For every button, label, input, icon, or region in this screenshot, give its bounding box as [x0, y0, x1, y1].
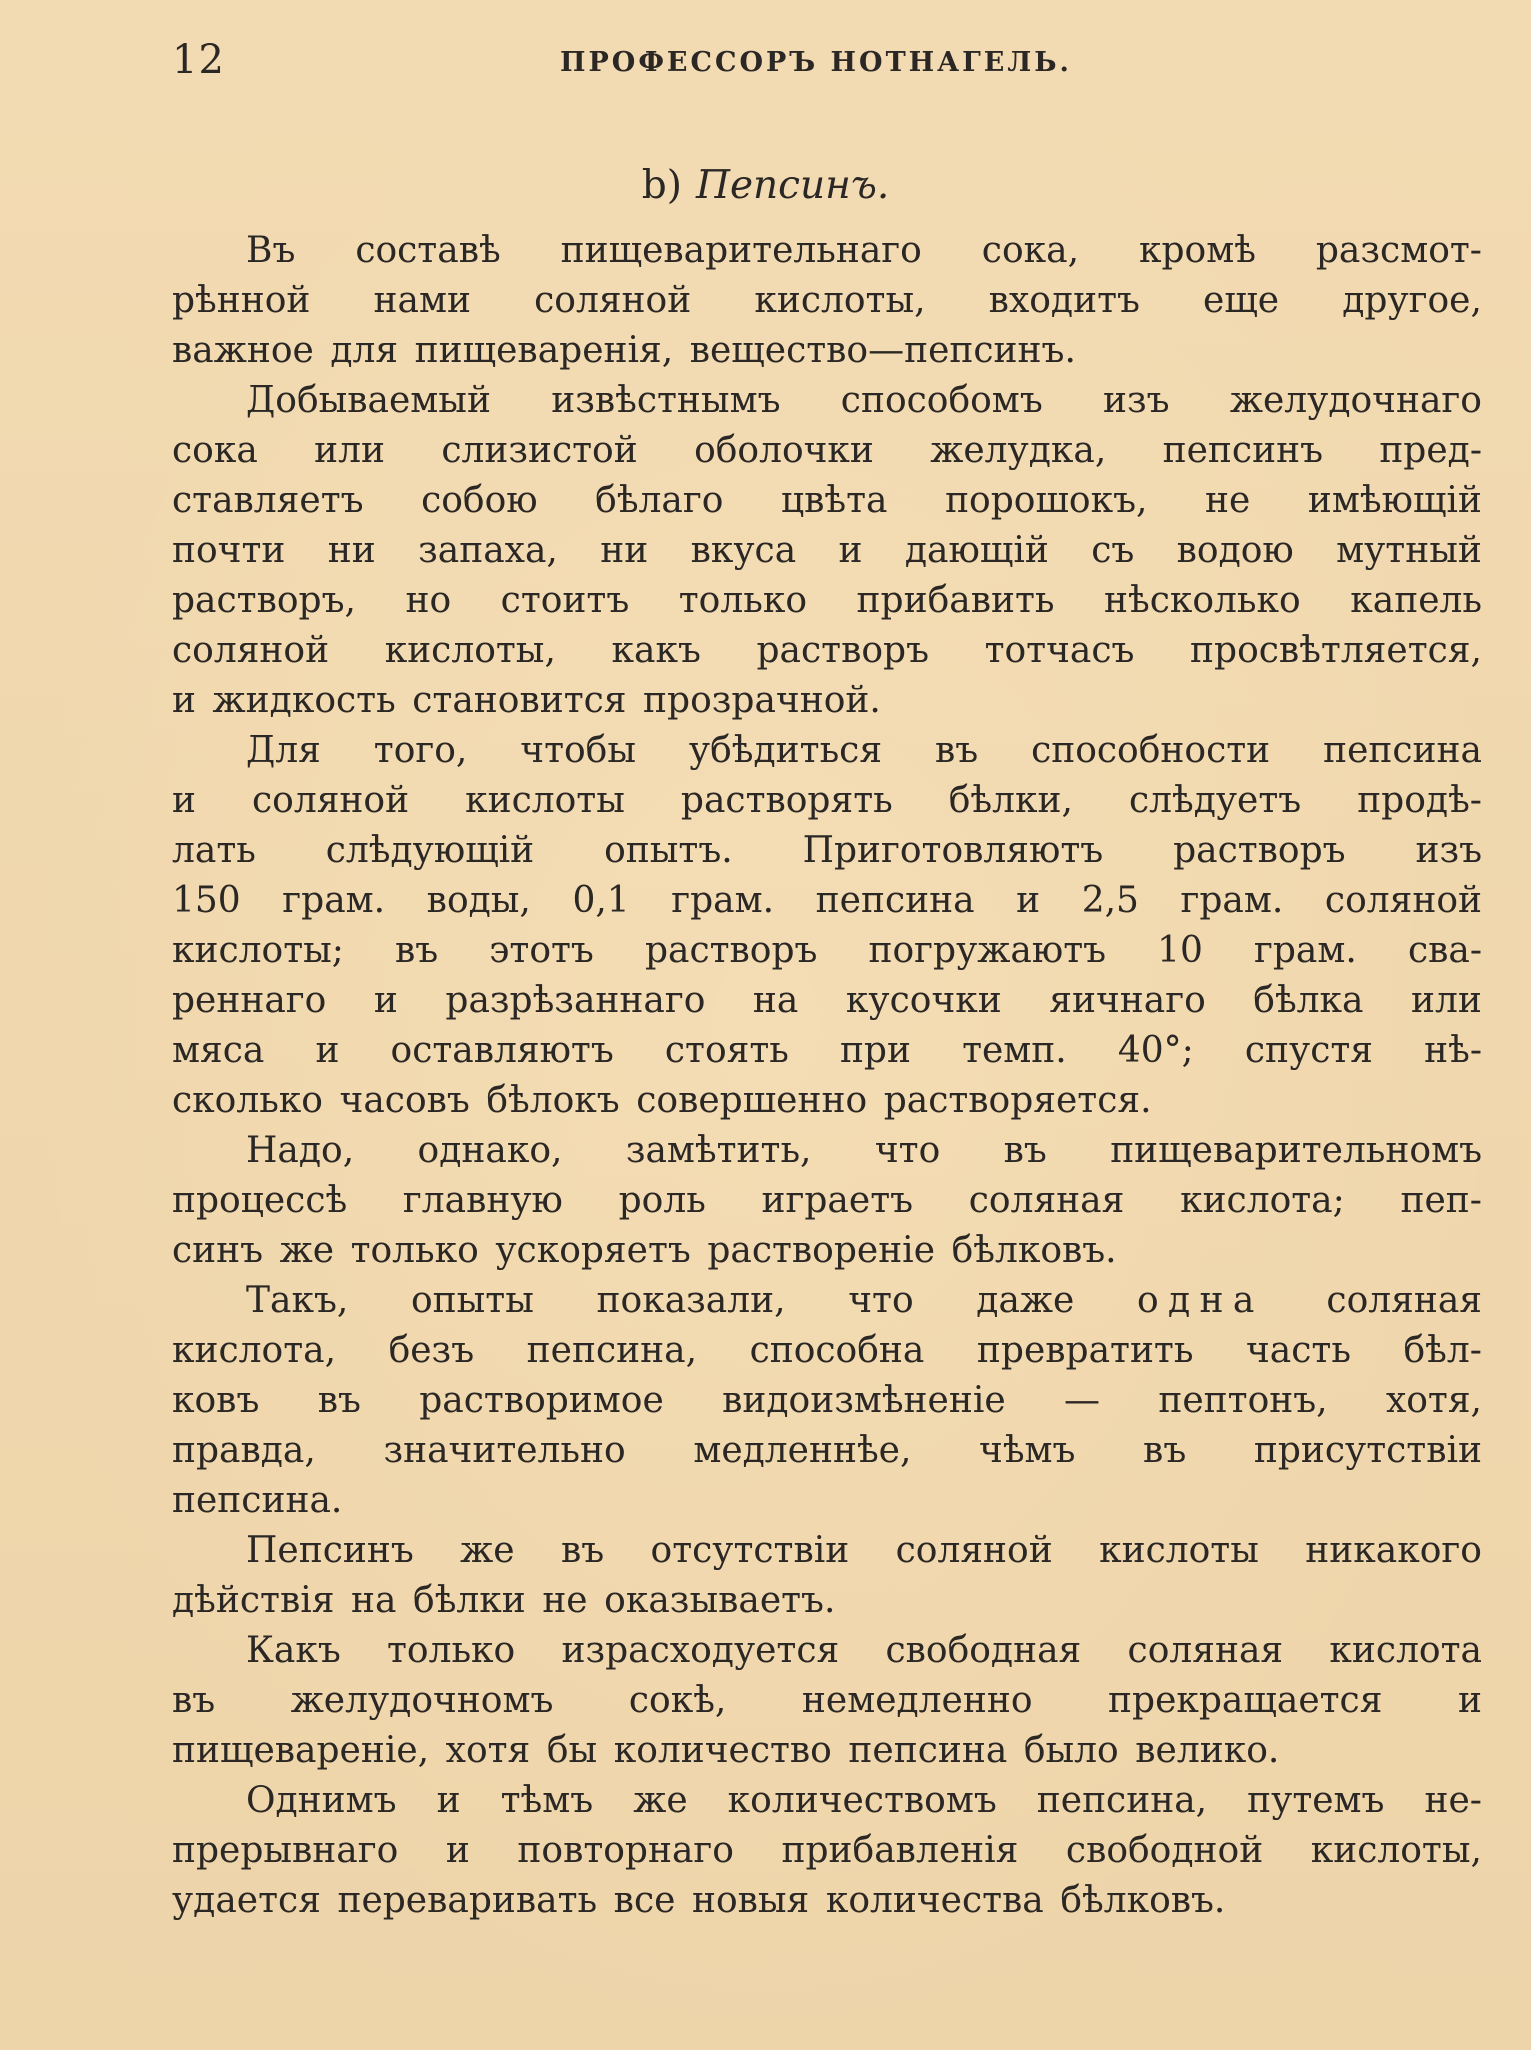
paragraph	[172, 1276, 1482, 1526]
text-line: процессѣ главную роль играетъ соляная кислота; пеп-	[172, 1180, 1482, 1221]
paragraph	[172, 1126, 1482, 1276]
paragraph	[172, 376, 1482, 726]
text-line: 150 грам. воды, 0,1 грам. пепсина и 2,5 грам. соляной	[172, 880, 1482, 921]
running-head	[172, 30, 1482, 90]
paragraph	[172, 226, 1482, 376]
text-line: въ желудочномъ сокѣ, немедленно прекращается и	[172, 1680, 1482, 1721]
text-line: реннаго и разрѣзаннаго на кусочки яичнаго бѣлка или	[172, 980, 1482, 1021]
text-line: растворъ, но стоитъ только прибавить нѣсколько капель	[172, 580, 1482, 621]
text-line: Надо, однако, замѣтить, что въ пищеварительномъ	[246, 1130, 1482, 1171]
text-line: Пепсинъ же въ отсутствіи соляной кислоты никакого	[246, 1530, 1482, 1571]
text-line: Въ составѣ пищеварительнаго сока, кромѣ разсмот-	[246, 230, 1482, 271]
text-line: Однимъ и тѣмъ же количествомъ пепсина, путемъ не-	[246, 1780, 1482, 1821]
paragraph	[172, 1626, 1482, 1776]
text-line: удается переваривать все новыя количества бѣлковъ.	[172, 1880, 1226, 1921]
page-number: 12	[172, 37, 225, 83]
text-line: правда, значительно медленнѣе, чѣмъ въ присутствіи	[172, 1430, 1482, 1471]
text-line: прерывнаго и повторнаго прибавленія свободной кислоты,	[172, 1830, 1482, 1871]
paragraph	[172, 1526, 1482, 1626]
text-line: дѣйствія на бѣлки не оказываетъ.	[172, 1580, 836, 1621]
text-line: сока или слизистой оболочки желудка, пепсинъ пред-	[172, 430, 1482, 471]
section-marker: b)	[641, 163, 682, 208]
text-line: лать слѣдующій опытъ. Приготовляютъ растворъ изъ	[172, 830, 1482, 871]
paragraph	[172, 726, 1482, 1126]
text-line: Добываемый извѣстнымъ способомъ изъ желудочнаго	[246, 380, 1482, 421]
body-text	[172, 226, 1482, 1926]
text-line: рѣнной нами соляной кислоты, входитъ еще другое,	[172, 280, 1482, 321]
text-line: мяса и оставляютъ стоять при темп. 40°; спустя нѣ-	[172, 1030, 1482, 1071]
text-line: Такъ, опыты показали, что даже одна соляная	[246, 1280, 1482, 1321]
text-line: Для того, чтобы убѣдиться въ способности пепсина	[246, 730, 1482, 771]
paragraph	[172, 1776, 1482, 1926]
text-line: кислоты; въ этотъ растворъ погружаютъ 10 грам. сва-	[172, 930, 1482, 971]
text-line: и соляной кислоты растворять бѣлки, слѣдуетъ продѣ-	[172, 780, 1482, 821]
text-line: важное для пищеваренія, вещество—пепсинъ.	[172, 330, 1076, 371]
text-line: кислота, безъ пепсина, способна превратить часть бѣл-	[172, 1330, 1482, 1371]
text-line: ковъ въ растворимое видоизмѣненіе — пептонъ, хотя,	[172, 1380, 1482, 1421]
text-line: пищевареніе, хотя бы количество пепсина было велико.	[172, 1730, 1280, 1771]
section-heading	[0, 158, 1531, 214]
text-line: пепсина.	[172, 1480, 343, 1521]
text-line: почти ни запаха, ни вкуса и дающій съ водою мутный	[172, 530, 1482, 571]
text-line: соляной кислоты, какъ растворъ тотчасъ просвѣтляется,	[172, 630, 1482, 671]
text-line: ставляетъ собою бѣлаго цвѣта порошокъ, не имѣющій	[172, 480, 1482, 521]
text-line: Какъ только израсходуется свободная соляная кислота	[246, 1630, 1482, 1671]
running-title: ПРОФЕССОРЪ НОТНАГЕЛЬ.	[560, 47, 1072, 78]
section-title: Пепсинъ.	[695, 163, 890, 208]
text-line: и жидкость становится прозрачной.	[172, 680, 881, 721]
text-line: синъ же только ускоряетъ раствореніе бѣлковъ.	[172, 1230, 1117, 1271]
text-line: сколько часовъ бѣлокъ совершенно растворяется.	[172, 1080, 1152, 1121]
